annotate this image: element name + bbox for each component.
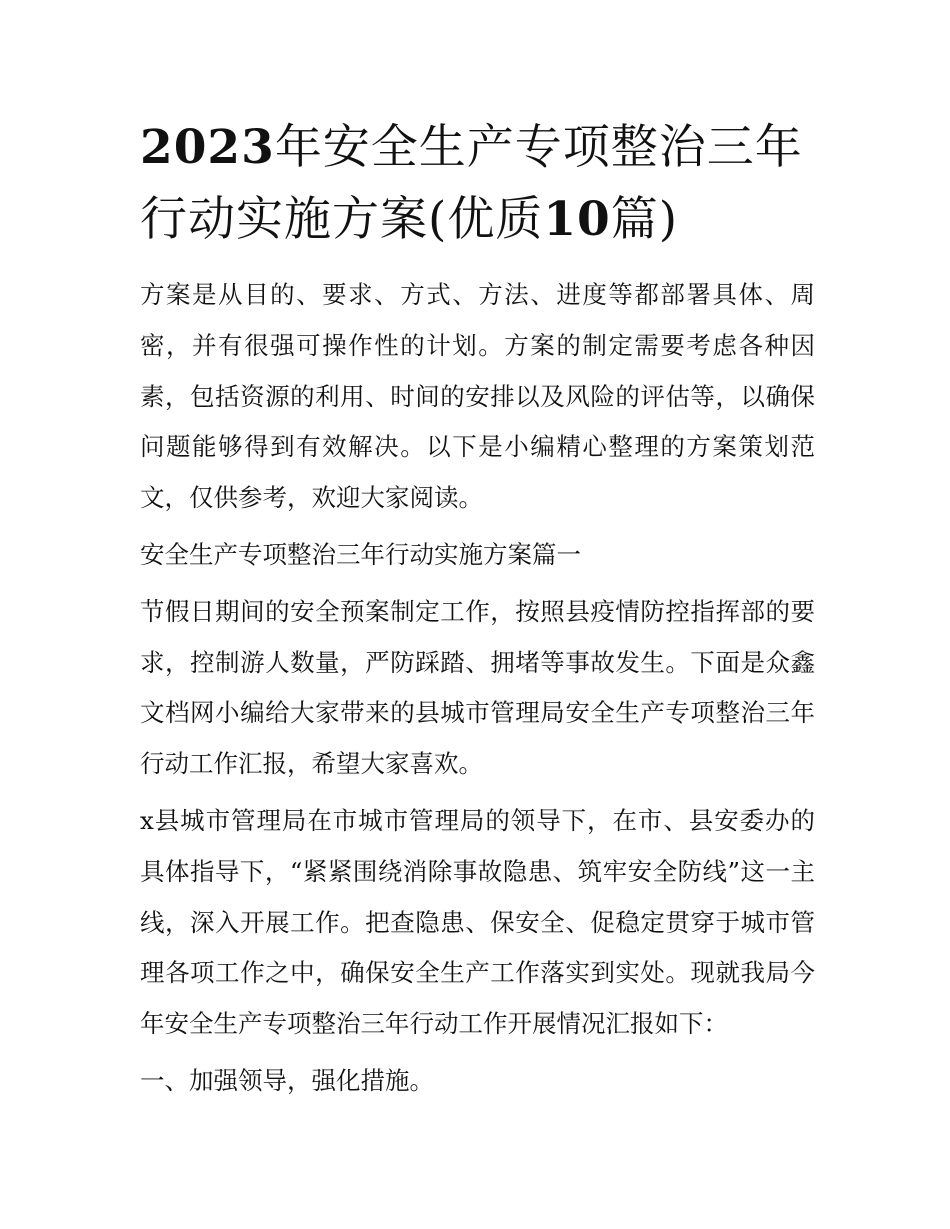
subheading-1: 一、加强领导，强化措施。 bbox=[140, 1065, 434, 1095]
document-page bbox=[140, 112, 815, 1107]
intro-paragraph: 方案是从目的、要求、方式、方法、进度等都部署具体、周密，并有很强可操作性的计划。方案的制定需要考虑各种因素，包括资源的利用、时间的安排以及风险的评估等，以确保问题能够得到有效解决。以下是小编精心整理的方案策划范文，仅供参考，欢迎大家阅读。 bbox=[140, 280, 815, 513]
section-heading-1: 安全生产专项整治三年行动实施方案篇一 bbox=[140, 539, 581, 569]
body-paragraph-1: 节假日期间的安全预案制定工作，按照县疫情防控指挥部的要求，控制游人数量，严防踩踏、拥堵等事故发生。下面是众鑫文档网小编给大家带来的县城市管理局安全生产专项整治三年行动工作汇报，希望大家喜欢。 bbox=[140, 596, 815, 779]
title-line-1: 2023年安全生产专项整治三年 bbox=[140, 120, 803, 175]
title-line-2: 行动实施方案(优质10篇) bbox=[140, 192, 679, 247]
document-title bbox=[140, 112, 815, 256]
body-paragraph-2: x县城市管理局在市城市管理局的领导下，在市、县安委办的具体指导下，“紧紧围绕消除事故隐患、筑牢安全防线”这一主线，深入开展工作。把查隐患、保安全、促稳定贯穿于城市管理各项工作之中，确保安全生产工作落实到实处。现就我局今年安全生产专项整治三年行动工作开展情况汇报如下： bbox=[140, 805, 815, 1039]
